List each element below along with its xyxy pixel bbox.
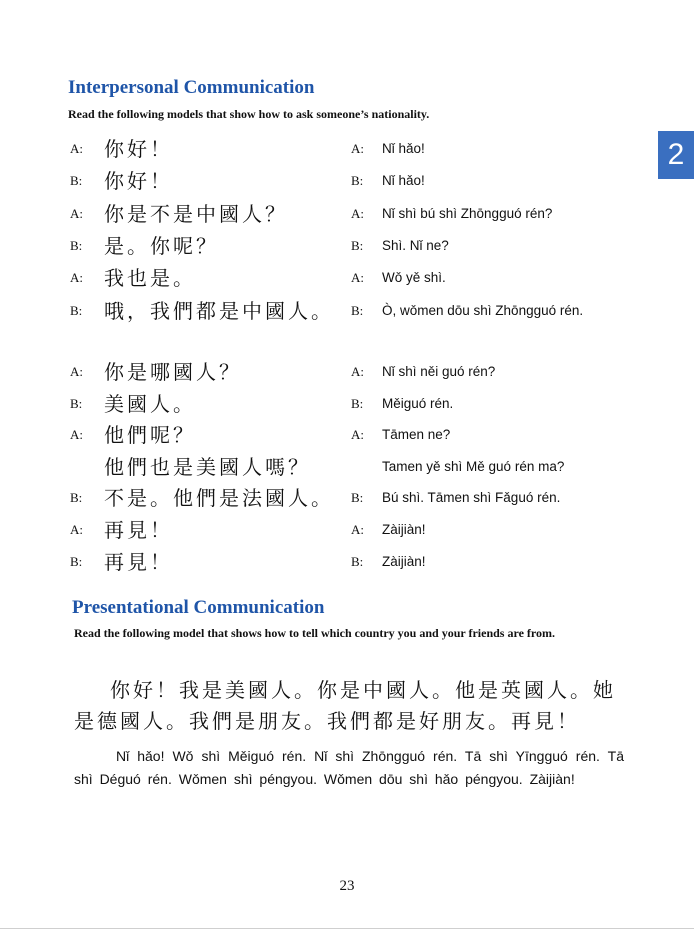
- line-pinyin: Bú shì. Tāmen shì Fǎguó rén.: [382, 490, 561, 506]
- line-pinyin: Nǐ hǎo!: [382, 173, 425, 189]
- line-chinese: 你好！: [104, 169, 173, 194]
- interpersonal-instruction: Read the following models that show how to ask someone’s nationality.: [68, 107, 430, 121]
- speaker-label-pinyin: A:: [351, 427, 364, 443]
- speaker-label-pinyin: B:: [351, 553, 364, 569]
- line-pinyin: Nǐ shì bú shì Zhōngguó rén?: [382, 205, 553, 221]
- speaker-label-pinyin: B:: [351, 302, 364, 318]
- line-chinese: 你是不是中國人？: [104, 201, 288, 226]
- bottom-divider: [0, 928, 694, 929]
- speaker-label-pinyin: A:: [351, 522, 364, 537]
- speaker-label: A:: [70, 522, 83, 537]
- speaker-label: A:: [70, 427, 83, 443]
- speaker-label: A:: [70, 141, 83, 156]
- speaker-label: B:: [70, 395, 83, 411]
- line-pinyin: Nǐ hǎo!: [382, 141, 425, 156]
- speaker-label: A:: [70, 205, 83, 221]
- speaker-label: B:: [70, 237, 83, 253]
- speaker-label: B:: [70, 553, 83, 569]
- line-chinese: 他們也是美國人嗎？: [104, 454, 311, 479]
- speaker-label-pinyin: B:: [351, 395, 364, 411]
- line-chinese: 你是哪國人？: [104, 360, 242, 384]
- line-pinyin: Tāmen ne?: [382, 427, 451, 443]
- line-chinese: 不是。他們是法國人。: [104, 486, 334, 511]
- line-chinese: 他們呢？: [104, 423, 196, 448]
- speaker-label-pinyin: B:: [351, 237, 364, 253]
- speaker-label: B:: [70, 490, 83, 506]
- speaker-label-pinyin: A:: [351, 364, 364, 379]
- speaker-label-pinyin: A:: [351, 141, 364, 156]
- presentational-title: Presentational Communication: [72, 597, 325, 618]
- speaker-label: A:: [70, 364, 83, 379]
- line-pinyin: Měiguó rén.: [382, 395, 454, 411]
- line-pinyin: Wǒ yě shì.: [382, 270, 446, 286]
- speaker-label-pinyin: A:: [351, 270, 364, 286]
- line-chinese: 再見！: [104, 518, 173, 542]
- speaker-label-pinyin: B:: [351, 173, 364, 189]
- line-pinyin: Zàijiàn!: [382, 553, 426, 569]
- paragraph-chinese: 你好！我是美國人。你是中國人。他是英國人。她是德國人。我們是朋友。我們都是好朋友。再見！: [74, 678, 616, 733]
- line-pinyin: Zàijiàn!: [382, 522, 426, 537]
- line-chinese: 你好！: [104, 137, 173, 161]
- speaker-label: B:: [70, 302, 83, 318]
- speaker-label: A:: [70, 270, 83, 286]
- line-pinyin: Shì. Nǐ ne?: [382, 237, 449, 253]
- line-pinyin: Nǐ shì něi guó rén?: [382, 364, 496, 379]
- interpersonal-title: Interpersonal Communication: [68, 77, 315, 98]
- presentational-instruction: Read the following model that shows how to tell which country you and your friends are from.: [74, 626, 556, 640]
- paragraph-pinyin: Nǐ hǎo! Wǒ shì Měiguó rén. Nǐ shì Zhōngguó rén. Tā shì Yīngguó rén. Tā shì Déguó rén. Wǒmen shì péngyou. Wǒmen dōu shì hǎo péngyou. Zàijiàn!: [74, 748, 624, 787]
- line-chinese: 美國人。: [104, 391, 196, 416]
- line-chinese: 哦，我們都是中國人。: [104, 298, 334, 323]
- speaker-label-pinyin: B:: [351, 490, 364, 506]
- line-pinyin: Tamen yě shì Mě guó rén ma?: [382, 458, 565, 474]
- line-chinese: 再見！: [104, 549, 173, 574]
- speaker-label-pinyin: A:: [351, 205, 364, 221]
- line-chinese: 我也是。: [104, 266, 196, 291]
- chapter-tab: 2: [658, 131, 694, 179]
- page-number: 23: [339, 878, 355, 894]
- line-chinese: 是。你呢？: [104, 233, 219, 258]
- line-pinyin: Ò, wǒmen dōu shì Zhōngguó rén.: [382, 302, 584, 318]
- speaker-label: B:: [70, 173, 83, 189]
